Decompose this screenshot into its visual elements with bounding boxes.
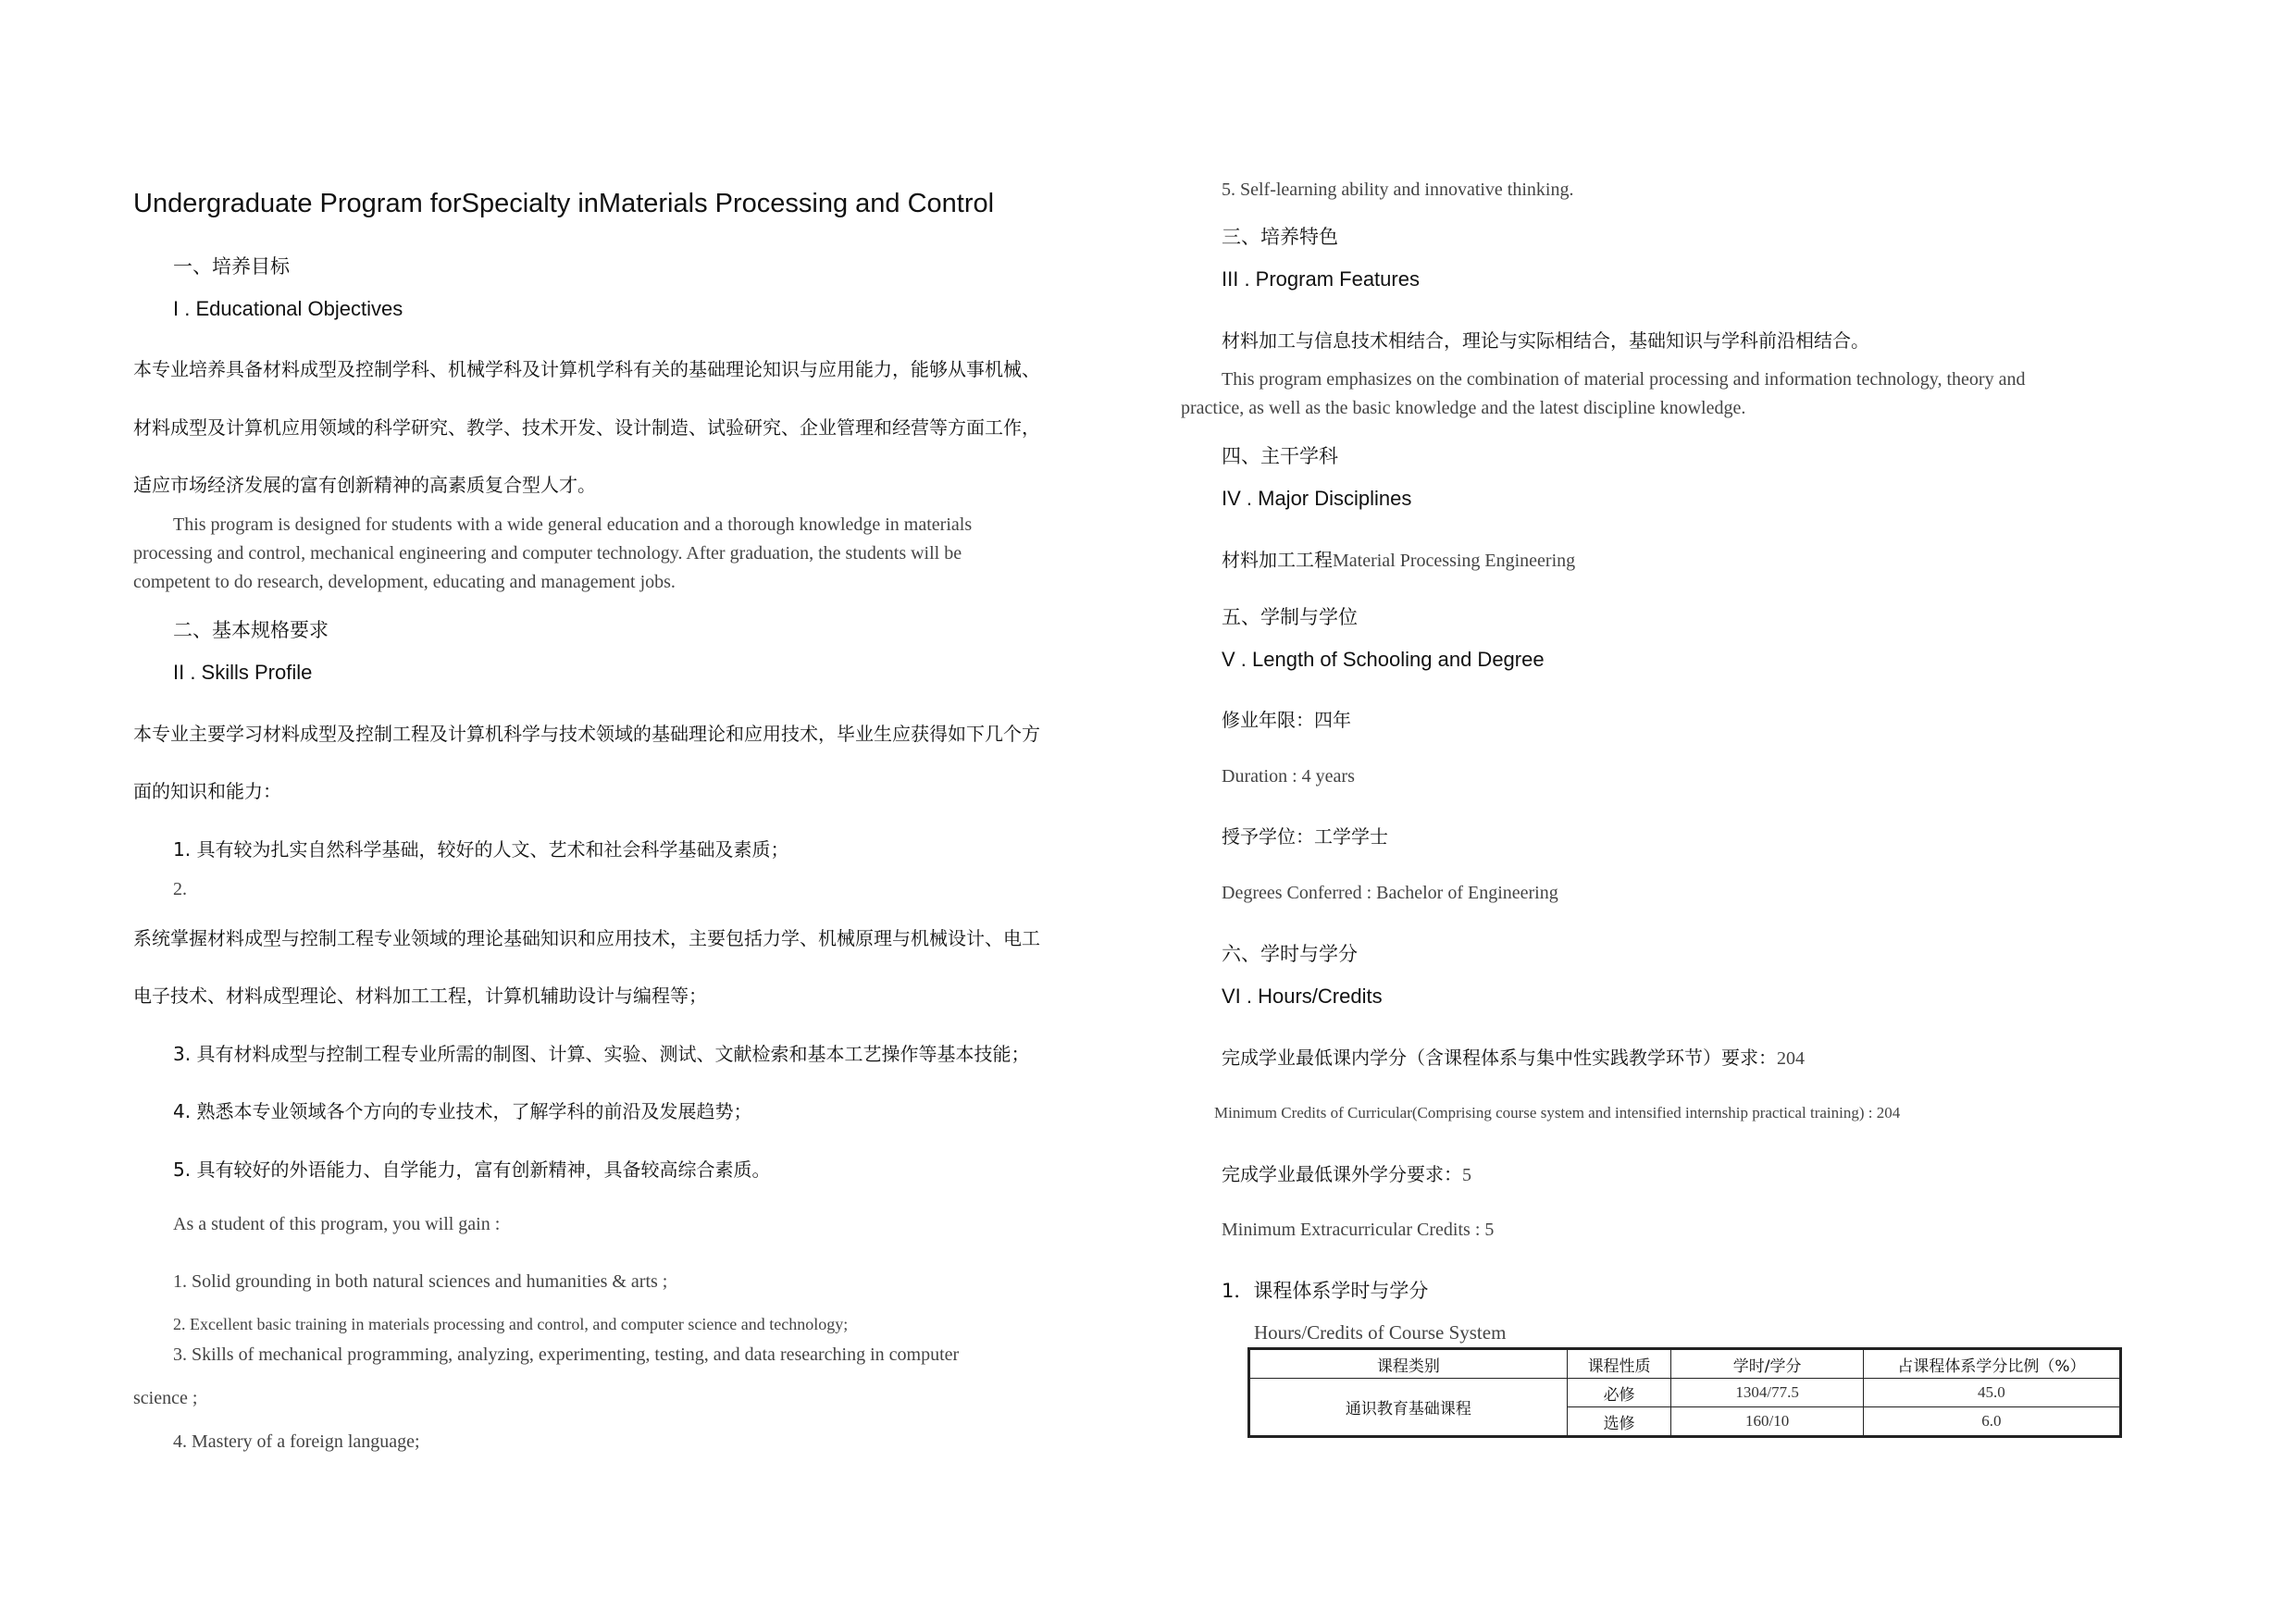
- features-cn: 材料加工与信息技术相结合，理论与实际相结合，基础知识与学科前沿相结合。: [1222, 329, 1869, 352]
- section4-heading-en: IV . Major Disciplines: [1222, 487, 1412, 510]
- skill-item-2-line2: 电子技术、材料成型理论、材料加工工程，计算机辅助设计与编程等；: [133, 985, 707, 1007]
- table-cell-type: 必修: [1567, 1379, 1671, 1407]
- section1-heading-cn: 一、培养目标: [173, 255, 290, 278]
- skills-intro-line1: 本专业主要学习材料成型及控制工程及计算机科学与技术领域的基础理论和应用技术，毕业生应获得如下几个方: [133, 723, 1040, 745]
- extra-credits-en: Minimum Extracurricular Credits : 5: [1222, 1220, 1495, 1240]
- min-credits-cn-label: 完成学业最低课内学分（含课程体系与集中性实践教学环节）要求：: [1222, 1047, 1777, 1069]
- major-discipline-cn: 材料加工工程: [1222, 549, 1333, 571]
- duration-en: Duration : 4 years: [1222, 766, 1355, 787]
- section6-heading-en: VI . Hours/Credits: [1222, 985, 1383, 1008]
- section2-heading-en: II . Skills Profile: [173, 661, 313, 684]
- table-cell-hours: 160/10: [1671, 1407, 1863, 1437]
- table-header-row: [1249, 1349, 2121, 1379]
- skills-intro-line2: 面的知识和能力：: [133, 780, 281, 802]
- section5-heading-en: V . Length of Schooling and Degree: [1222, 648, 1545, 671]
- table-header-type: 课程性质: [1567, 1349, 1671, 1379]
- gain-item-3-cont: science ;: [133, 1388, 198, 1408]
- objectives-en-line3: competent to do research, development, educating and management jobs.: [133, 572, 676, 592]
- duration-cn: 修业年限：四年: [1222, 709, 1351, 731]
- table-cell-category: 通识教育基础课程: [1249, 1379, 1568, 1437]
- gain-item-1: 1. Solid grounding in both natural sciences and humanities & arts ;: [173, 1271, 668, 1292]
- table-header-ratio: 占课程体系学分比例（%）: [1863, 1349, 2120, 1379]
- gain-item-3: 3. Skills of mechanical programming, analyzing, experimenting, testing, and data researching in computer: [173, 1344, 960, 1365]
- skill-item-3: 3. 具有材料成型与控制工程专业所需的制图、计算、实验、测试、文献检索和基本工艺操作等基本技能；: [173, 1043, 1030, 1065]
- skill-item-1: 1. 具有较为扎实自然科学基础，较好的人文、艺术和社会科学基础及素质；: [173, 838, 789, 861]
- course-system-heading-cn: 1．课程体系学时与学分: [1222, 1280, 1429, 1302]
- extra-credits-cn-value: 5: [1462, 1165, 1471, 1185]
- table-cell-ratio: 45.0: [1863, 1379, 2120, 1407]
- extra-credits-cn: [1222, 1159, 1471, 1186]
- section4-heading-cn: 四、主干学科: [1222, 445, 1338, 467]
- table-cell-hours: 1304/77.5: [1671, 1379, 1863, 1407]
- gain-intro: As a student of this program, you will gain :: [173, 1214, 501, 1234]
- min-credits-cn-value: 204: [1777, 1048, 1805, 1069]
- major-discipline-en: Material Processing Engineering: [1333, 551, 1576, 571]
- table-cell-type: 选修: [1567, 1407, 1671, 1437]
- course-system-heading-en: Hours/Credits of Course System: [1254, 1321, 1507, 1344]
- objectives-en-line2: processing and control, mechanical engineering and computer technology. After graduation, the students will be: [133, 543, 962, 564]
- degree-cn: 授予学位：工学学士: [1222, 825, 1388, 848]
- gain-item-4: 4. Mastery of a foreign language;: [173, 1431, 420, 1452]
- objectives-cn-line3: 适应市场经济发展的富有创新精神的高素质复合型人才。: [133, 474, 596, 496]
- major-discipline: [1222, 545, 1575, 572]
- skill-item-5: 5. 具有较好的外语能力、自学能力，富有创新精神，具备较高综合素质。: [173, 1158, 771, 1181]
- features-en-line2: practice, as well as the basic knowledge and the latest discipline knowledge.: [1181, 398, 1746, 418]
- table-cell-ratio: 6.0: [1863, 1407, 2120, 1437]
- skill-item-2-number: 2.: [173, 879, 187, 899]
- section3-heading-en: III . Program Features: [1222, 267, 1420, 291]
- objectives-cn-line2: 材料成型及计算机应用领域的科学研究、教学、技术开发、设计制造、试验研究、企业管理和经营等方面工作，: [133, 416, 1040, 439]
- features-en-line1: This program emphasizes on the combination of material processing and information technology, theory and: [1222, 369, 2026, 390]
- gain-item-2: 2. Excellent basic training in materials processing and control, and computer science and technology;: [173, 1315, 849, 1333]
- min-credits-cn: [1222, 1043, 1805, 1070]
- section5-heading-cn: 五、学制与学位: [1222, 606, 1358, 628]
- table-header-hours: 学时/学分: [1671, 1349, 1863, 1379]
- credits-table: [1247, 1347, 2122, 1438]
- section6-heading-cn: 六、学时与学分: [1222, 943, 1358, 965]
- degree-en: Degrees Conferred : Bachelor of Engineering: [1222, 883, 1558, 903]
- page-title: Undergraduate Program forSpecialty inMaterials Processing and Control: [133, 189, 995, 218]
- skill-item-4: 4. 熟悉本专业领域各个方向的专业技术，了解学科的前沿及发展趋势；: [173, 1100, 752, 1122]
- extra-credits-cn-label: 完成学业最低课外学分要求：: [1222, 1163, 1462, 1185]
- objectives-cn-line1: 本专业培养具备材料成型及控制学科、机械学科及计算机学科有关的基础理论知识与应用能力，能够从事机械、: [133, 358, 1040, 380]
- table-row: [1249, 1379, 2121, 1407]
- table-header-category: 课程类别: [1249, 1349, 1568, 1379]
- objectives-en-line1: This program is designed for students with a wide general education and a thorough knowledge in materials: [173, 514, 973, 535]
- gain-item-5: 5. Self-learning ability and innovative thinking.: [1222, 180, 1574, 200]
- section3-heading-cn: 三、培养特色: [1222, 226, 1338, 248]
- section2-heading-cn: 二、基本规格要求: [173, 619, 329, 641]
- section1-heading-en: I . Educational Objectives: [173, 297, 403, 320]
- min-credits-en: Minimum Credits of Curricular(Comprising course system and intensified internship practical training) : 204: [1214, 1104, 1901, 1121]
- skill-item-2-line1: 系统掌握材料成型与控制工程专业领域的理论基础知识和应用技术，主要包括力学、机械原理与机械设计、电工: [133, 927, 1040, 949]
